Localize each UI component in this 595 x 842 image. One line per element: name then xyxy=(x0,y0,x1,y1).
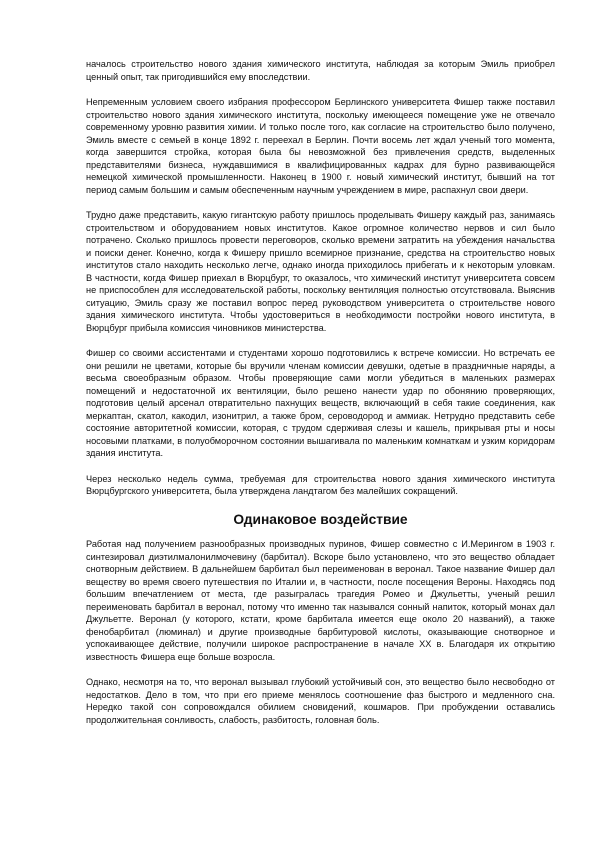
paragraph-berlin-institute: Непременным условием своего избрания профессором Берлинского университета Фишер также поставил строительство нового здания химического института, поскольку имеющееся помещение уже не отвечало современному уровню развития химии. И только после того, как согласие на строительство было получено, Эмиль вместе с семьей в конце 1892 г. переехал в Берлин. Почти восемь лет ждал ученый того момента, когда завершится стройка, которая была бы невозможной без привлечения средств, выделенных представителями бизнеса, нуждавшимися в квалифицированных кадрах для бурно развивающейся немецкой химической промышленности. Наконец в 1900 г. новый химический институт, бывший на тот период самым большим и самым обеспеченным научным учреждением в мире, распахнул свои двери. xyxy=(86,97,555,195)
document-page xyxy=(86,58,555,739)
paragraph-commission-visit: Фишер со своими ассистентами и студентами хорошо подготовились к встрече комиссии. Но встречать ее они решили не цветами, которые бы вручили членам комиссии девушки, одетые в праздничные наряды, а весьма своеобразным образом. Чтобы проверяющие сами могли убедиться в маленьких размерах помещений и недостаточной их вентиляции, было решено нанести удар по обонянию проверяющих, подготовив целый арсенал отвратительно пахнущих веществ, включающий в себя такие соединения, как меркаптан, скатол, какодил, изонитрил, а также бром, сероводород и аммиак. Нетрудно представить себе состояние авторитетной комиссии, которая, с трудом сдерживая слезы и кашель, прикрывая рты и носы носовыми платками, в полуобморочном состоянии вышагивала по маленьким комнаткам и узким коридорам здания института. xyxy=(86,348,555,458)
section-heading: Одинаковое воздействие xyxy=(233,511,408,527)
paragraph-veronal-drawbacks: Однако, несмотря на то, что веронал вызывал глубокий устойчивый сон, это вещество было несвободно от недостатков. Дело в том, что при его приеме менялось соотношение фаз быстрого и медленного сна. Нередко такой сон сопровождался обилием сновидений, кошмаров. При пробуждении оставались продолжительная сонливость, слабость, разбитость, головная боль. xyxy=(86,677,555,725)
paragraph-institute-building-effort: Трудно даже представить, какую гигантскую работу пришлось проделывать Фишеру каждый раз, занимаясь строительством и оборудованием новых институтов. Какое огромное количество нервов и сил было потрачено. Сколько пришлось провести переговоров, сколько времени затратить на убеждения начальства и поиски денег. Конечно, когда к Фишеру пришло всемирное признание, средства на строительство новых институтов стало находить несколько легче, однако иногда приходилось прибегать и к некоторым уловкам. В частности, когда Фишер приехал в Вюрцбург, то оказалось, что химический институт университета совсем не приспособлен для исследовательской работы, поскольку вентиляция полностью отсутствовала. Выяснив ситуацию, Эмиль сразу же поставил вопрос перед руководством университета о строительстве нового здания химического института. Чтобы удостовериться в необходимости постройки нового института, в Вюрцбург прибыла комиссия чиновников министерства. xyxy=(86,210,555,333)
paragraph-barbital-veronal: Работая над получением разнообразных производных пуринов, Фишер совместно с И.Мерингом в 1903 г. синтезировал диэтилмалонилмочевину (барбитал). Вскоре было установлено, что это вещество обладает снотворным действием. В дальнейшем барбитал был переименован в веронал. Такое название Фишер дал веществу во время своего путешествия по Италии и, в частности, после посещения Вероны. Находясь под большим впечатлением от места, где разыгралась трагедия Ромео и Джульетты, ученый решил переименовать барбитал в веронал, потому что именно так назывался сонный напиток, который монах дал Джульетте. Веронал (у которого, кстати, кроме барбитала имеется еще около 20 названий), а также фенобарбитал (люминал) и другие производные барбитуровой кислоты, оказывающие снотворное и успокаивающее действие, получили широкое распространение в начале XX в. Благодаря их открытию известность Фишера еще больше возросла. xyxy=(86,539,555,662)
paragraph-funding-approved: Через несколько недель сумма, требуемая для строительства нового здания химического института Вюрцбургского университета, была утверждена ландтагом без малейших сокращений. xyxy=(86,473,555,496)
paragraph-construction-experience: началось строительство нового здания химического института, наблюдая за которым Эмиль приобрел ценный опыт, так пригодившийся ему впоследствии. xyxy=(86,59,555,82)
